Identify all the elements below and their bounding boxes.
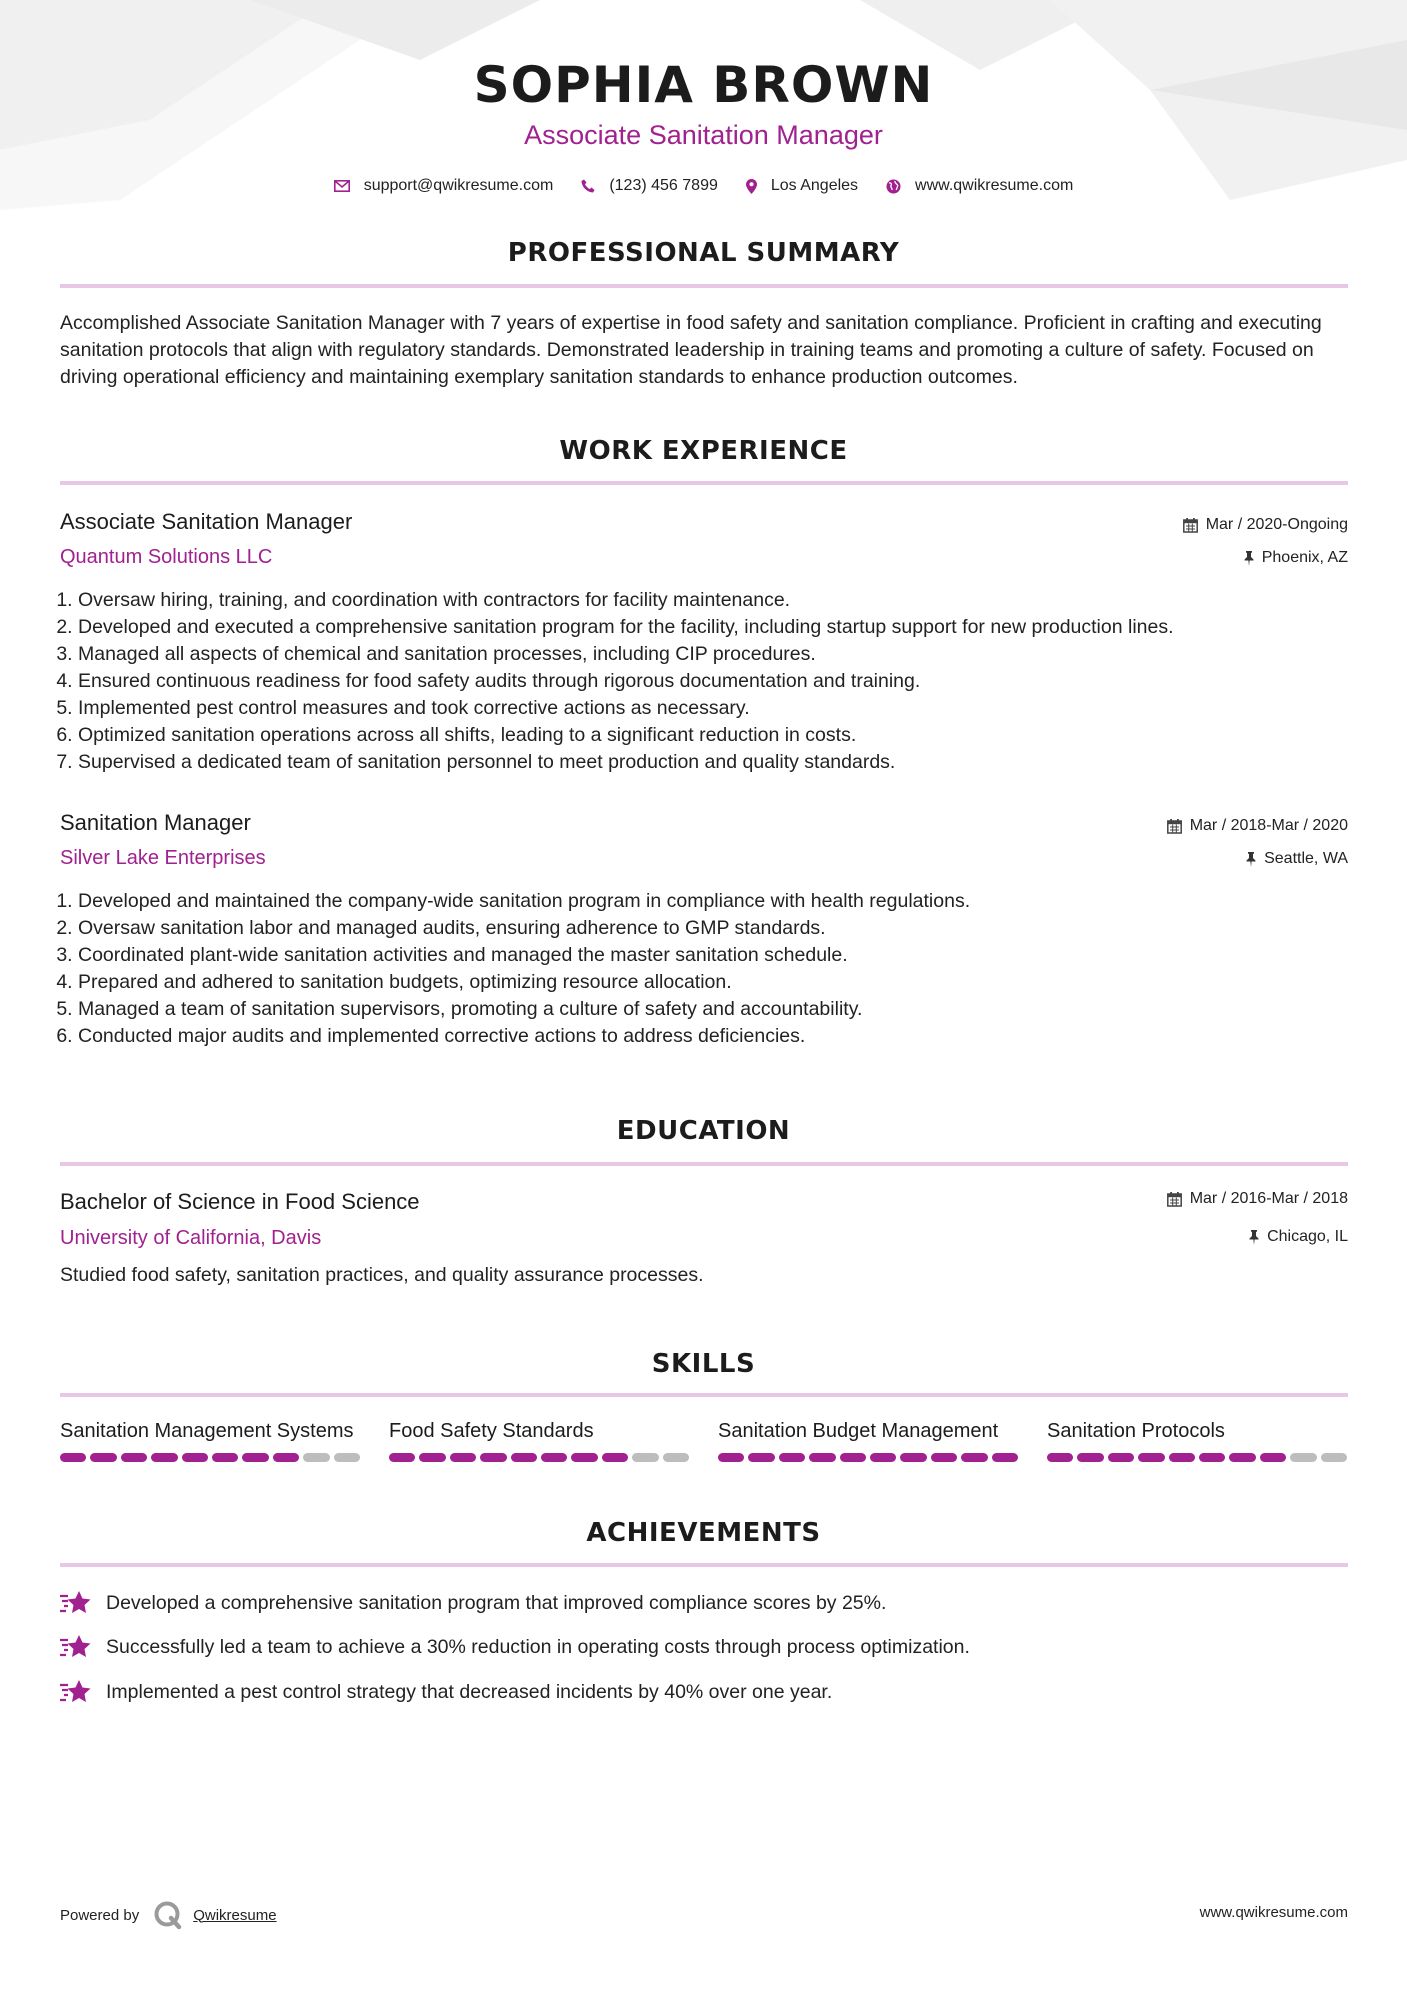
contact-email[interactable] — [334, 177, 554, 195]
skill-segment-empty — [632, 1453, 658, 1462]
achievements-heading: ACHIEVEMENTS — [586, 1518, 821, 1548]
skill-segment-filled — [1199, 1453, 1225, 1462]
skill-segment-empty — [303, 1453, 329, 1462]
skill-item — [60, 1420, 360, 1462]
education-location — [1249, 1228, 1348, 1246]
list-item: 4. Prepared and adhered to sanitation budgets, optimizing resource allocation. — [78, 969, 1368, 996]
skill-segment-filled — [961, 1453, 987, 1462]
degree-title: Bachelor of Science in Food Science — [60, 1189, 420, 1214]
skill-segment-filled — [212, 1453, 238, 1462]
summary-text: Accomplished Associate Sanitation Manager with 7 years of expertise in food safety and sanitation compliance. Proficient in crafting and executing sanitation protocols that align with regulatory standards. Demonstrated leadership in training teams and promoting a culture of safety. Focused on driving operational efficiency and maintaining exemplary sanitation standards to enhance production outcomes. — [60, 312, 1322, 388]
calendar-icon — [1167, 1192, 1182, 1207]
skill-name: Sanitation Protocols — [1047, 1420, 1225, 1442]
skill-segment-filled — [60, 1453, 86, 1462]
education-heading: EDUCATION — [616, 1116, 791, 1146]
job-bullets — [60, 888, 1368, 1050]
star-icon — [60, 1590, 92, 1616]
skill-segment-filled — [1047, 1453, 1073, 1462]
skill-segment-filled — [389, 1453, 415, 1462]
skill-segment-filled — [900, 1453, 926, 1462]
skill-item — [718, 1420, 1018, 1462]
summary-divider — [60, 284, 1348, 288]
pushpin-icon — [1244, 551, 1254, 566]
skill-segment-empty — [334, 1453, 360, 1462]
globe-icon — [886, 179, 901, 194]
job-dates — [1183, 516, 1348, 534]
job-dates-text: Mar / 2018-Mar / 2020 — [1189, 817, 1348, 834]
skill-segment-filled — [718, 1453, 744, 1462]
skill-segment-filled — [748, 1453, 774, 1462]
skill-segment-empty — [663, 1453, 689, 1462]
pushpin-icon — [1249, 1230, 1259, 1245]
achievement-text: Implemented a pest control strategy that decreased incidents by 40% over one year. — [106, 1680, 833, 1703]
skills-heading: SKILLS — [651, 1349, 756, 1379]
star-icon — [60, 1634, 92, 1660]
list-item: 2. Developed and executed a comprehensive sanitation program for the facility, including startup support for new production lines. — [78, 614, 1368, 641]
achievement-item — [60, 1590, 886, 1616]
skill-segment-filled — [1169, 1453, 1195, 1462]
email-text: support@qwikresume.com — [363, 177, 554, 194]
skill-segment-filled — [182, 1453, 208, 1462]
job-company: Silver Lake Enterprises — [60, 847, 266, 869]
footer-website[interactable]: www.qwikresume.com — [1199, 1904, 1348, 1921]
achievement-item — [60, 1634, 970, 1660]
skill-segment-filled — [571, 1453, 597, 1462]
skill-segment-filled — [450, 1453, 476, 1462]
skill-segment-filled — [121, 1453, 147, 1462]
skill-segment-filled — [541, 1453, 567, 1462]
qwikresume-link[interactable]: Qwikresume — [193, 1906, 277, 1924]
list-item: 3. Managed all aspects of chemical and sanitation processes, including CIP procedures. — [78, 641, 1368, 668]
education-description: Studied food safety, sanitation practices, and quality assurance processes. — [60, 1264, 704, 1286]
map-pin-icon — [746, 179, 757, 194]
job-location-text: Seattle, WA — [1264, 850, 1348, 867]
website-text: www.qwikresume.com — [915, 177, 1074, 194]
skill-segment-filled — [273, 1453, 299, 1462]
contact-location — [746, 177, 858, 195]
skill-segment-filled — [1077, 1453, 1103, 1462]
achievement-text: Developed a comprehensive sanitation program that improved compliance scores by 25%. — [106, 1591, 887, 1614]
skill-item — [1047, 1420, 1347, 1462]
skill-segment-filled — [809, 1453, 835, 1462]
skill-segment-filled — [151, 1453, 177, 1462]
skill-name: Food Safety Standards — [389, 1420, 594, 1442]
contact-row — [0, 174, 1407, 198]
job-location — [1244, 549, 1348, 567]
experience-heading: WORK EXPERIENCE — [559, 436, 848, 466]
skill-segment-empty — [1321, 1453, 1347, 1462]
calendar-icon — [1183, 518, 1198, 533]
education-dates-text: Mar / 2016-Mar / 2018 — [1189, 1190, 1348, 1207]
job-title: Sanitation Manager — [60, 810, 251, 835]
job-location — [1246, 850, 1348, 868]
skill-segment-filled — [90, 1453, 116, 1462]
education-divider — [60, 1162, 1348, 1166]
footer-powered-by — [60, 1900, 277, 1930]
education-dates — [1167, 1190, 1348, 1208]
school-name: University of California, Davis — [60, 1227, 322, 1249]
skill-segment-filled — [1108, 1453, 1134, 1462]
skill-name: Sanitation Management Systems — [60, 1420, 354, 1442]
star-icon — [60, 1679, 92, 1705]
job-company: Quantum Solutions LLC — [60, 546, 273, 568]
contact-phone[interactable] — [581, 177, 718, 195]
envelope-icon — [334, 180, 350, 192]
skill-segment-filled — [511, 1453, 537, 1462]
list-item: 5. Implemented pest control measures and took corrective actions as necessary. — [78, 695, 1368, 722]
qwikresume-logo-icon — [153, 1900, 183, 1930]
list-item: 4. Ensured continuous readiness for food safety audits through rigorous documentation and training. — [78, 668, 1368, 695]
job-dates — [1167, 817, 1348, 835]
calendar-icon — [1167, 819, 1182, 834]
list-item: 7. Supervised a dedicated team of sanitation personnel to meet production and quality standards. — [78, 749, 1368, 776]
achievements-divider — [60, 1563, 1348, 1567]
skill-level-bar — [60, 1453, 360, 1462]
skill-segment-filled — [242, 1453, 268, 1462]
pushpin-icon — [1246, 852, 1256, 867]
skill-segment-filled — [870, 1453, 896, 1462]
powered-by-label: Powered by — [60, 1906, 140, 1924]
job-dates-text: Mar / 2020-Ongoing — [1205, 516, 1348, 533]
skill-segment-filled — [419, 1453, 445, 1462]
summary-heading: PROFESSIONAL SUMMARY — [507, 238, 900, 268]
list-item: 2. Oversaw sanitation labor and managed audits, ensuring adherence to GMP standards. — [78, 915, 1368, 942]
skill-segment-filled — [1260, 1453, 1286, 1462]
skill-segment-filled — [931, 1453, 957, 1462]
skill-segment-empty — [1290, 1453, 1316, 1462]
skill-level-bar — [718, 1453, 1018, 1462]
list-item: 5. Managed a team of sanitation supervisors, promoting a culture of safety and accountability. — [78, 996, 1368, 1023]
job-location-text: Phoenix, AZ — [1261, 549, 1348, 566]
list-item: 3. Coordinated plant-wide sanitation activities and managed the master sanitation schedule. — [78, 942, 1368, 969]
skill-segment-filled — [840, 1453, 866, 1462]
skill-name: Sanitation Budget Management — [718, 1420, 999, 1442]
job-title: Associate Sanitation Manager — [60, 509, 353, 534]
list-item: 1. Oversaw hiring, training, and coordination with contractors for facility maintenance. — [78, 587, 1368, 614]
location-text: Los Angeles — [770, 177, 859, 194]
candidate-name: SOPHIA BROWN — [473, 56, 934, 114]
achievement-text: Successfully led a team to achieve a 30% reduction in operating costs through process optimization. — [106, 1635, 970, 1658]
education-location-text: Chicago, IL — [1267, 1228, 1348, 1245]
experience-divider — [60, 481, 1348, 485]
list-item: 6. Conducted major audits and implemented corrective actions to address deficiencies. — [78, 1023, 1368, 1050]
skill-segment-filled — [1229, 1453, 1255, 1462]
candidate-role: Associate Sanitation Manager — [524, 120, 883, 150]
skill-segment-filled — [1138, 1453, 1164, 1462]
skill-segment-filled — [480, 1453, 506, 1462]
skills-divider — [60, 1393, 1348, 1397]
achievement-item — [60, 1679, 832, 1705]
contact-website[interactable] — [886, 177, 1073, 195]
phone-icon — [581, 179, 595, 193]
phone-text: (123) 456 7899 — [609, 177, 718, 194]
list-item: 1. Developed and maintained the company-wide sanitation program in compliance with health regulations. — [78, 888, 1368, 915]
skill-level-bar — [389, 1453, 689, 1462]
skill-level-bar — [1047, 1453, 1347, 1462]
skill-segment-filled — [992, 1453, 1018, 1462]
skill-segment-filled — [779, 1453, 805, 1462]
list-item: 6. Optimized sanitation operations across all shifts, leading to a significant reduction in costs. — [78, 722, 1368, 749]
job-bullets — [60, 587, 1368, 776]
skill-item — [389, 1420, 689, 1462]
skill-segment-filled — [602, 1453, 628, 1462]
